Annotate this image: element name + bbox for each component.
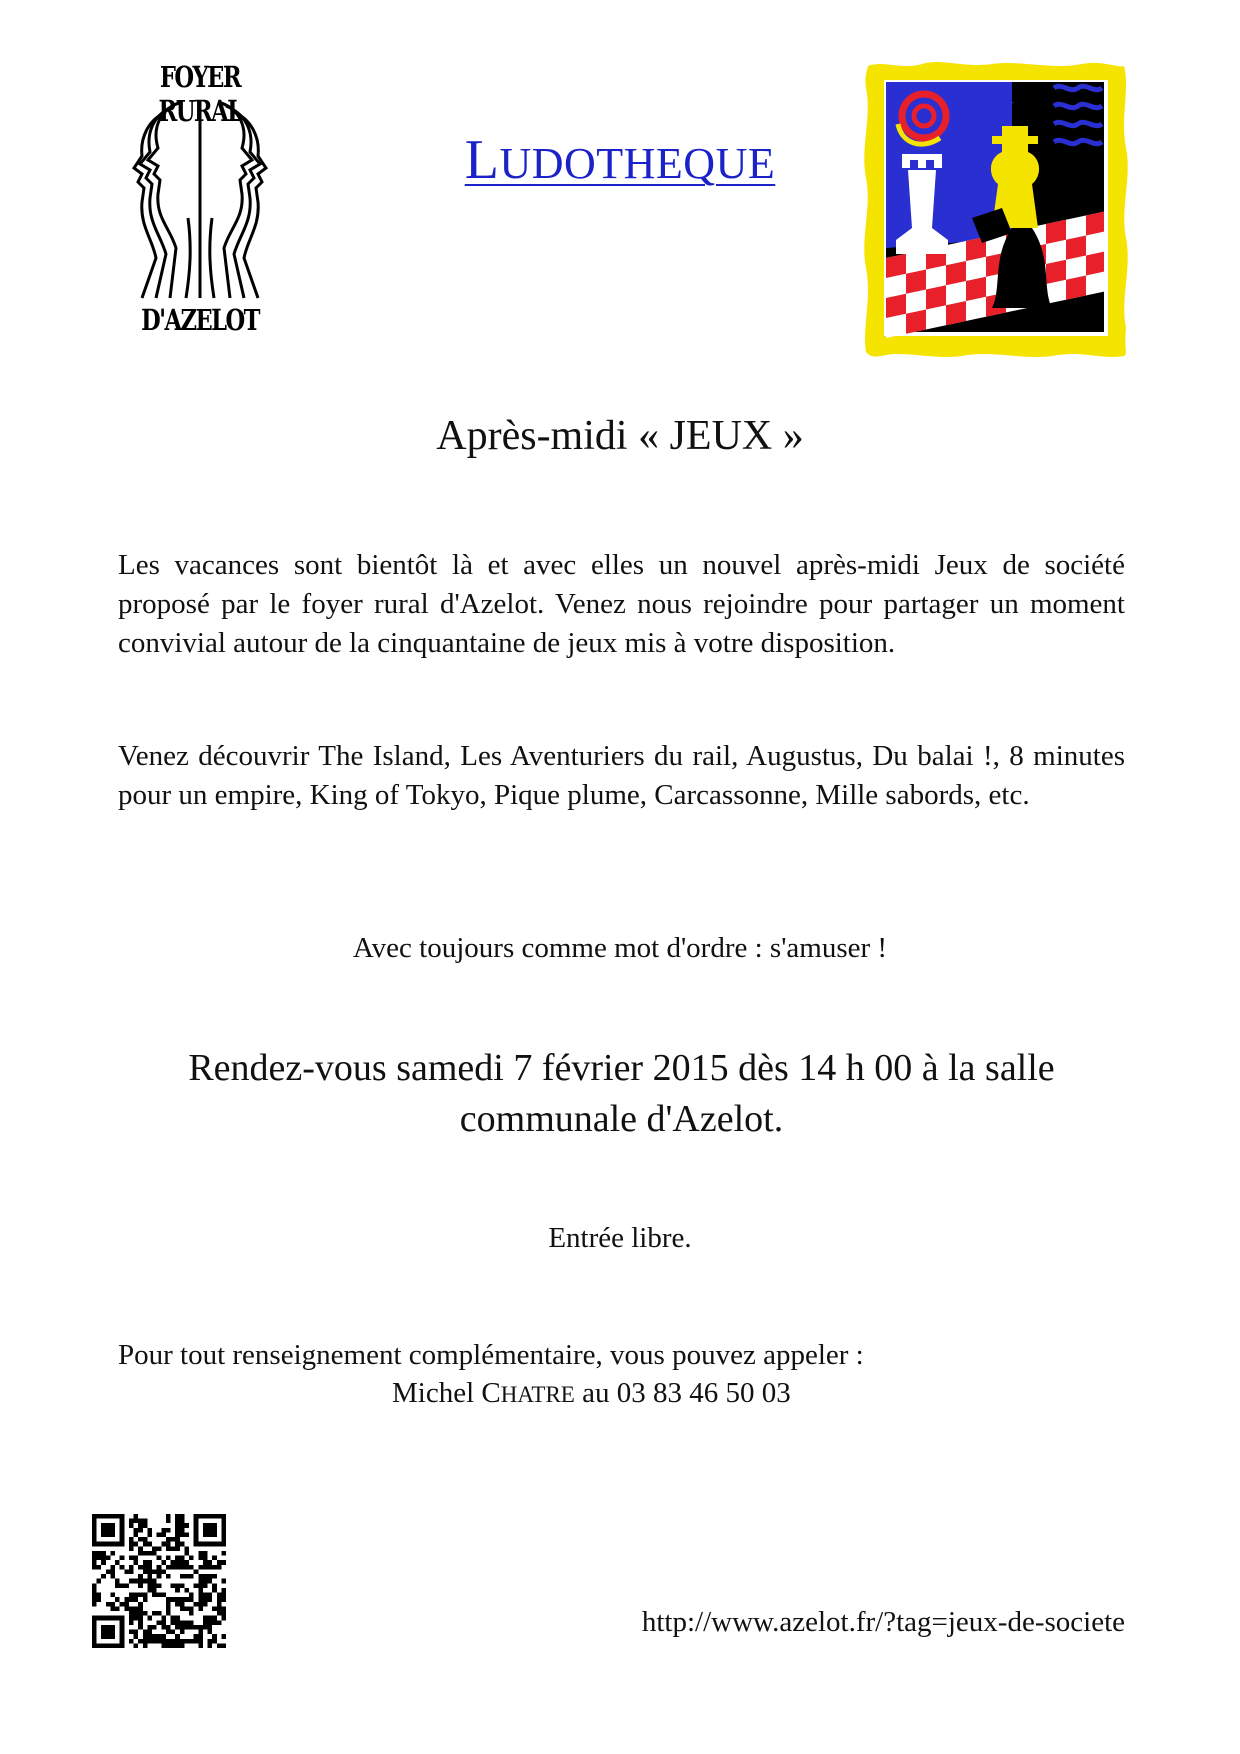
event-subtitle: Après-midi « JEUX » [436,413,804,459]
contact-phone: au 03 83 46 50 03 [582,1377,791,1409]
contact-last-name-initial: C [481,1377,501,1409]
qr-code-icon[interactable] [92,1514,226,1648]
intro-paragraph: Les vacances sont bientôt là et avec elles un nouvel après-midi Jeux de société proposé par le foyer rural d'Azelot. Venez nous rejoindre pour partager un moment convivial autour de la cinquantaine de jeux mis à votre disposition. [118,549,1125,659]
faces-vase-icon [130,98,270,303]
logo-top-text: FOYER RURAL [158,60,242,128]
motto-text: Avec toujours comme mot d'ordre : s'amuser ! [352,932,888,964]
contact-last-name-rest: HATRE [500,1382,575,1407]
contact-line [392,1377,791,1410]
rendezvous-text: Rendez-vous samedi 7 février 2015 dès 14 h 00 à la salle communale d'Azelot. [188,1047,1055,1140]
info-line: Pour tout renseignement complémentaire, vous pouvez appeler : [118,1339,864,1371]
entry-text: Entrée libre. [548,1222,692,1254]
games-paragraph: Venez découvrir The Island, Les Aventuriers du rail, Augustus, Du balai !, 8 minutes pour un empire, King of Tokyo, Pique plume, Carcassonne, Mille sabords, etc. [118,740,1125,811]
title-rest: UDOTHEQUE [499,139,776,188]
page-title [390,128,850,192]
title-initial: L [464,129,500,191]
foyer-rural-logo [118,60,282,345]
logo-bottom-text: D'AZELOT [141,303,259,337]
website-url[interactable]: http://www.azelot.fr/?tag=jeux-de-societe [641,1606,1125,1638]
contact-first-name: Michel [392,1377,475,1409]
chess-games-illustration-icon [862,58,1130,360]
